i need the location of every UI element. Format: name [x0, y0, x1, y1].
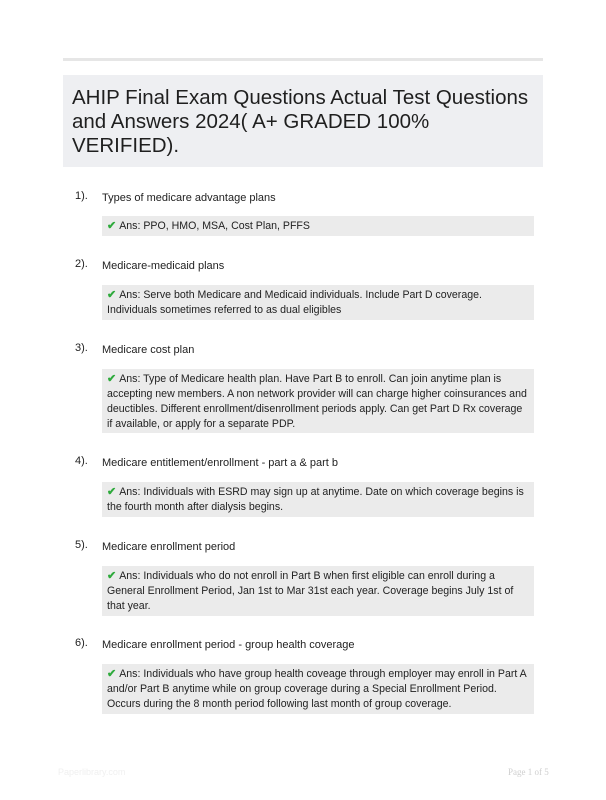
- answer-text: Ans: Individuals with ESRD may sign up at anytime. Date on which coverage begins is the fourth month after dialysis begins.: [107, 486, 524, 513]
- qa-item-5: [75, 539, 545, 612]
- answer-text: Ans: PPO, HMO, MSA, Cost Plan, PFFS: [119, 220, 310, 232]
- question-number: 5).: [75, 539, 88, 551]
- answer-box: [102, 566, 534, 616]
- question-number: 3).: [75, 342, 88, 354]
- question-row: [75, 342, 545, 360]
- question-row: [75, 539, 545, 557]
- qa-item-3: [75, 342, 545, 430]
- qa-item-2: [75, 258, 545, 316]
- question-number: 2).: [75, 258, 88, 270]
- document-title: AHIP Final Exam Questions Actual Test Questions and Answers 2024( A+ GRADED 100% VERIFIED).: [72, 86, 529, 157]
- checkmark-icon: ✔: [107, 486, 117, 498]
- question-number: 1).: [75, 190, 88, 202]
- question-text: Types of medicare advantage plans: [102, 192, 276, 204]
- checkmark-icon: ✔: [107, 668, 117, 680]
- qa-item-1: [75, 190, 545, 232]
- answer-text: Ans: Individuals who have group health coveage through employer may enroll in Part A and/or Part B anytime while on group coverage during a Special Enrollment Period. Occurs during the 8 month period following last month of group coverage.: [107, 668, 527, 710]
- question-row: [75, 258, 545, 276]
- question-text: Medicare enrollment period: [102, 541, 236, 553]
- page-number: Page 1 of 5: [508, 767, 549, 777]
- checkmark-icon: ✔: [107, 373, 117, 385]
- question-text: Medicare-medicaid plans: [102, 260, 225, 272]
- answer-text: Ans: Type of Medicare health plan. Have Part B to enroll. Can join anytime plan is accepting new members. A non network provider will can charge higher coinsurances and deuctibles. Different enrollment/disenrollment periods apply. Can get Part D Rx coverage if available, or apply for a separate PDP.: [107, 373, 527, 430]
- question-row: [75, 190, 545, 208]
- checkmark-icon: ✔: [107, 220, 117, 232]
- qa-item-4: [75, 455, 545, 513]
- question-row: [75, 455, 545, 473]
- question-number: 4).: [75, 455, 88, 467]
- answer-box: [102, 369, 534, 433]
- qa-item-6: [75, 637, 545, 710]
- question-text: Medicare cost plan: [102, 344, 195, 356]
- checkmark-icon: ✔: [107, 570, 117, 582]
- question-text: Medicare enrollment period - group health coverage: [102, 639, 355, 651]
- checkmark-icon: ✔: [107, 289, 117, 301]
- answer-box: [102, 216, 534, 236]
- title-banner: [63, 75, 543, 167]
- question-text: Medicare entitlement/enrollment - part a & part b: [102, 457, 339, 469]
- answer-box: [102, 285, 534, 320]
- answer-text: Ans: Individuals who do not enroll in Part B when first eligible can enroll during a General Enrollment Period, Jan 1st to Mar 31st each year. Coverage begins July 1st of that year.: [107, 570, 514, 612]
- answer-box: [102, 482, 534, 517]
- question-row: [75, 637, 545, 655]
- top-divider: [63, 58, 543, 61]
- answer-text: Ans: Serve both Medicare and Medicaid individuals. Include Part D coverage. Individuals sometimes referred to as dual eligibles: [107, 289, 482, 316]
- question-number: 6).: [75, 637, 88, 649]
- footer-watermark: Paperlibrary.com: [58, 767, 126, 777]
- answer-box: [102, 664, 534, 714]
